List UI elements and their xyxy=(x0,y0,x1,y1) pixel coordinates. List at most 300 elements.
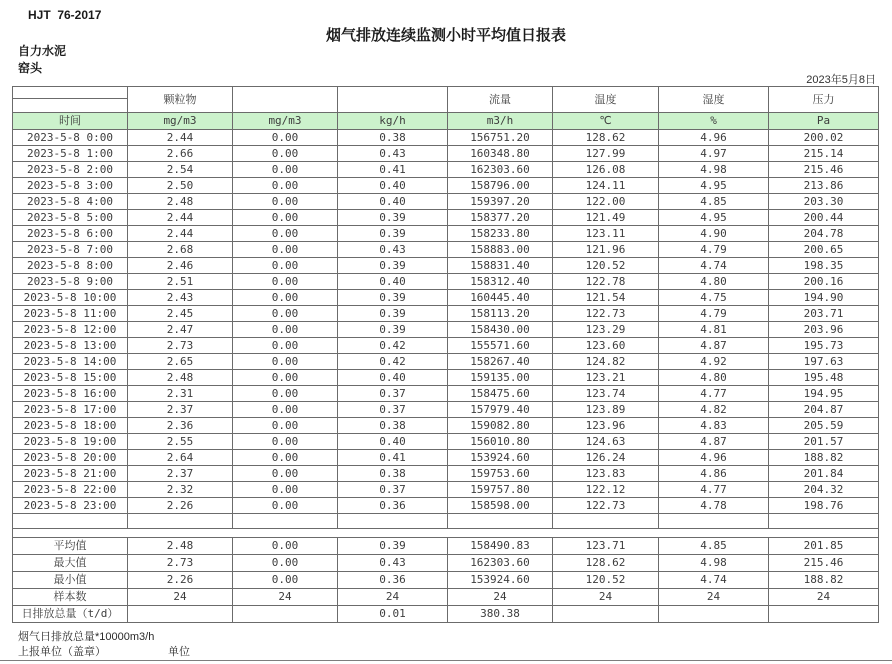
summary-row xyxy=(13,538,879,555)
time-cell: 2023-5-8 5:00 xyxy=(13,210,128,226)
value-cell: 0.00 xyxy=(233,386,338,402)
value-cell: 24 xyxy=(769,589,879,606)
value-cell: 158113.20 xyxy=(448,306,553,322)
value-cell: 123.74 xyxy=(553,386,659,402)
value-cell xyxy=(128,606,233,623)
value-cell: 2.37 xyxy=(128,402,233,418)
unit-cell-pa: Pa xyxy=(769,113,879,130)
value-cell: 122.12 xyxy=(553,482,659,498)
value-cell: 4.98 xyxy=(659,162,769,178)
value-cell: 0.39 xyxy=(338,322,448,338)
value-cell: 0.40 xyxy=(338,434,448,450)
value-cell: 0.42 xyxy=(338,354,448,370)
value-cell: 2.50 xyxy=(128,178,233,194)
group-header-flow: 流量 xyxy=(448,87,553,113)
value-cell: 0.40 xyxy=(338,178,448,194)
table-row xyxy=(13,466,879,482)
value-cell: 2.68 xyxy=(128,242,233,258)
monitor-point: 窑头 xyxy=(18,61,43,75)
value-cell: 2.48 xyxy=(128,194,233,210)
report-table xyxy=(12,86,879,623)
value-cell: 0.36 xyxy=(338,572,448,589)
value-cell: 153924.60 xyxy=(448,450,553,466)
time-cell: 2023-5-8 2:00 xyxy=(13,162,128,178)
value-cell: 0.36 xyxy=(338,498,448,514)
time-cell: 2023-5-8 16:00 xyxy=(13,386,128,402)
value-cell: 4.74 xyxy=(659,572,769,589)
value-cell: 157979.40 xyxy=(448,402,553,418)
value-cell: 0.00 xyxy=(233,538,338,555)
value-cell: 128.62 xyxy=(553,555,659,572)
time-cell: 2023-5-8 1:00 xyxy=(13,146,128,162)
value-cell: 0.37 xyxy=(338,402,448,418)
value-cell: 2.36 xyxy=(128,418,233,434)
value-cell: 201.84 xyxy=(769,466,879,482)
footer-line xyxy=(18,643,518,659)
value-cell: 215.46 xyxy=(769,162,879,178)
value-cell: 2.37 xyxy=(128,466,233,482)
company-name: 自力水泥 xyxy=(18,44,67,58)
report-unit-label: 上报单位（盖章） xyxy=(18,646,106,658)
value-cell: 4.85 xyxy=(659,538,769,555)
empty-cell xyxy=(553,514,659,529)
value-cell: 158312.40 xyxy=(448,274,553,290)
value-cell: 2.44 xyxy=(128,210,233,226)
table-row xyxy=(13,418,879,434)
value-cell: 123.11 xyxy=(553,226,659,242)
time-cell: 2023-5-8 15:00 xyxy=(13,370,128,386)
value-cell: 123.71 xyxy=(553,538,659,555)
table-row xyxy=(13,178,879,194)
time-header-bottom-cell xyxy=(13,99,127,111)
summary-rows xyxy=(13,538,879,623)
value-cell: 4.92 xyxy=(659,354,769,370)
value-cell: 159082.80 xyxy=(448,418,553,434)
table-row xyxy=(13,242,879,258)
time-cell: 2023-5-8 0:00 xyxy=(13,130,128,146)
time-cell: 2023-5-8 14:00 xyxy=(13,354,128,370)
value-cell: 123.29 xyxy=(553,322,659,338)
group-header-row xyxy=(13,87,879,113)
value-cell: 4.95 xyxy=(659,210,769,226)
value-cell xyxy=(659,606,769,623)
empty-cell xyxy=(769,514,879,529)
value-cell: 4.74 xyxy=(659,258,769,274)
value-cell: 2.44 xyxy=(128,130,233,146)
unit-cell-percent: % xyxy=(659,113,769,130)
value-cell: 123.96 xyxy=(553,418,659,434)
value-cell: 4.98 xyxy=(659,555,769,572)
value-cell: 2.32 xyxy=(128,482,233,498)
value-cell: 159753.60 xyxy=(448,466,553,482)
value-cell: 0.00 xyxy=(233,290,338,306)
time-cell: 2023-5-8 20:00 xyxy=(13,450,128,466)
value-cell: 4.81 xyxy=(659,322,769,338)
value-cell: 0.00 xyxy=(233,370,338,386)
value-cell: 0.00 xyxy=(233,130,338,146)
time-cell: 2023-5-8 4:00 xyxy=(13,194,128,210)
value-cell: 4.80 xyxy=(659,274,769,290)
value-cell: 200.65 xyxy=(769,242,879,258)
value-cell: 158831.40 xyxy=(448,258,553,274)
table-row xyxy=(13,322,879,338)
empty-cell xyxy=(233,514,338,529)
value-cell: 159757.80 xyxy=(448,482,553,498)
value-cell: 4.83 xyxy=(659,418,769,434)
value-cell: 24 xyxy=(128,589,233,606)
value-cell: 200.16 xyxy=(769,274,879,290)
value-cell: 194.95 xyxy=(769,386,879,402)
empty-row xyxy=(13,514,879,529)
value-cell: 2.66 xyxy=(128,146,233,162)
doc-code: HJT 76-2017 xyxy=(28,8,102,22)
table-row xyxy=(13,130,879,146)
value-cell: 160445.40 xyxy=(448,290,553,306)
table-row xyxy=(13,434,879,450)
value-cell: 0.00 xyxy=(233,322,338,338)
unit-label: 单位 xyxy=(168,646,190,658)
spacer-row xyxy=(13,529,879,538)
value-cell: 203.30 xyxy=(769,194,879,210)
value-cell: 2.44 xyxy=(128,226,233,242)
value-cell: 0.01 xyxy=(338,606,448,623)
time-cell: 2023-5-8 8:00 xyxy=(13,258,128,274)
table-row xyxy=(13,482,879,498)
value-cell: 0.00 xyxy=(233,434,338,450)
value-cell: 123.21 xyxy=(553,370,659,386)
table-row xyxy=(13,402,879,418)
value-cell: 195.48 xyxy=(769,370,879,386)
value-cell: 158475.60 xyxy=(448,386,553,402)
value-cell: 24 xyxy=(659,589,769,606)
summary-label-cell: 样本数 xyxy=(13,589,128,606)
time-cell: 2023-5-8 11:00 xyxy=(13,306,128,322)
value-cell: 121.49 xyxy=(553,210,659,226)
empty-cell xyxy=(659,514,769,529)
value-cell: 158796.00 xyxy=(448,178,553,194)
value-cell xyxy=(233,606,338,623)
empty-cell xyxy=(128,514,233,529)
value-cell: 4.96 xyxy=(659,130,769,146)
table-row xyxy=(13,274,879,290)
value-cell: 0.00 xyxy=(233,555,338,572)
value-cell: 24 xyxy=(553,589,659,606)
value-cell: 203.71 xyxy=(769,306,879,322)
time-cell: 2023-5-8 12:00 xyxy=(13,322,128,338)
time-column-header: 时间 xyxy=(13,113,128,130)
value-cell: 188.82 xyxy=(769,572,879,589)
value-cell: 4.96 xyxy=(659,450,769,466)
value-cell: 0.00 xyxy=(233,226,338,242)
value-cell: 204.87 xyxy=(769,402,879,418)
value-cell: 0.00 xyxy=(233,242,338,258)
value-cell: 0.00 xyxy=(233,450,338,466)
value-cell: 4.75 xyxy=(659,290,769,306)
value-cell: 198.76 xyxy=(769,498,879,514)
value-cell: 0.00 xyxy=(233,146,338,162)
value-cell: 123.60 xyxy=(553,338,659,354)
value-cell: 0.00 xyxy=(233,194,338,210)
table-row xyxy=(13,258,879,274)
table-row xyxy=(13,146,879,162)
value-cell: 158598.00 xyxy=(448,498,553,514)
value-cell: 0.38 xyxy=(338,418,448,434)
unit-cell-celsius: ℃ xyxy=(553,113,659,130)
value-cell: 2.65 xyxy=(128,354,233,370)
value-cell: 122.73 xyxy=(553,306,659,322)
value-cell: 0.39 xyxy=(338,226,448,242)
value-cell: 198.35 xyxy=(769,258,879,274)
unit-cell-m3h: m3/h xyxy=(448,113,553,130)
value-cell: 122.78 xyxy=(553,274,659,290)
value-cell: 158430.00 xyxy=(448,322,553,338)
value-cell: 0.00 xyxy=(233,402,338,418)
value-cell: 128.62 xyxy=(553,130,659,146)
value-cell: 124.82 xyxy=(553,354,659,370)
value-cell: 0.00 xyxy=(233,274,338,290)
summary-row xyxy=(13,606,879,623)
value-cell: 120.52 xyxy=(553,572,659,589)
time-cell: 2023-5-8 7:00 xyxy=(13,242,128,258)
value-cell: 158233.80 xyxy=(448,226,553,242)
value-cell: 155571.60 xyxy=(448,338,553,354)
value-cell: 4.77 xyxy=(659,482,769,498)
value-cell: 121.54 xyxy=(553,290,659,306)
unit-cell-kgh: kg/h xyxy=(338,113,448,130)
empty-cell xyxy=(448,514,553,529)
value-cell: 2.46 xyxy=(128,258,233,274)
value-cell: 0.00 xyxy=(233,306,338,322)
value-cell: 203.96 xyxy=(769,322,879,338)
table-row xyxy=(13,354,879,370)
value-cell xyxy=(769,606,879,623)
value-cell: 2.64 xyxy=(128,450,233,466)
value-cell: 0.38 xyxy=(338,466,448,482)
group-header-particulate: 颗粒物 xyxy=(128,87,233,113)
value-cell: 213.86 xyxy=(769,178,879,194)
value-cell: 158267.40 xyxy=(448,354,553,370)
value-cell: 2.48 xyxy=(128,370,233,386)
value-cell: 0.39 xyxy=(338,538,448,555)
value-cell: 0.43 xyxy=(338,242,448,258)
value-cell: 0.00 xyxy=(233,498,338,514)
value-cell: 127.99 xyxy=(553,146,659,162)
table-row xyxy=(13,306,879,322)
value-cell: 158490.83 xyxy=(448,538,553,555)
value-cell: 122.00 xyxy=(553,194,659,210)
time-cell: 2023-5-8 23:00 xyxy=(13,498,128,514)
bottom-rule xyxy=(0,660,892,661)
value-cell: 0.00 xyxy=(233,210,338,226)
time-cell: 2023-5-8 22:00 xyxy=(13,482,128,498)
time-cell: 2023-5-8 10:00 xyxy=(13,290,128,306)
value-cell: 0.00 xyxy=(233,572,338,589)
value-cell: 0.41 xyxy=(338,450,448,466)
value-cell: 4.95 xyxy=(659,178,769,194)
summary-label-cell: 最小值 xyxy=(13,572,128,589)
value-cell: 200.44 xyxy=(769,210,879,226)
value-cell: 126.08 xyxy=(553,162,659,178)
time-cell: 2023-5-8 17:00 xyxy=(13,402,128,418)
table-header xyxy=(13,87,879,130)
value-cell: 197.63 xyxy=(769,354,879,370)
value-cell: 4.79 xyxy=(659,242,769,258)
group-header-pressure: 压力 xyxy=(769,87,879,113)
table-row xyxy=(13,162,879,178)
value-cell: 201.85 xyxy=(769,538,879,555)
value-cell: 4.90 xyxy=(659,226,769,242)
value-cell: 2.48 xyxy=(128,538,233,555)
value-cell: 2.51 xyxy=(128,274,233,290)
summary-row xyxy=(13,555,879,572)
value-cell: 2.73 xyxy=(128,555,233,572)
unit-cell-mgm3-2: mg/m3 xyxy=(233,113,338,130)
table-row xyxy=(13,498,879,514)
value-cell: 126.24 xyxy=(553,450,659,466)
value-cell: 158377.20 xyxy=(448,210,553,226)
value-cell: 0.39 xyxy=(338,258,448,274)
value-cell: 205.59 xyxy=(769,418,879,434)
group-header-temperature: 温度 xyxy=(553,87,659,113)
value-cell: 0.00 xyxy=(233,466,338,482)
spacer-cell xyxy=(13,529,879,538)
empty-cell xyxy=(338,514,448,529)
value-cell: 2.26 xyxy=(128,572,233,589)
value-cell: 0.40 xyxy=(338,274,448,290)
value-cell: 215.14 xyxy=(769,146,879,162)
value-cell: 4.87 xyxy=(659,338,769,354)
value-cell: 24 xyxy=(448,589,553,606)
value-cell: 123.83 xyxy=(553,466,659,482)
value-cell: 0.00 xyxy=(233,338,338,354)
table-row xyxy=(13,226,879,242)
table-row xyxy=(13,338,879,354)
value-cell: 156751.20 xyxy=(448,130,553,146)
table-row xyxy=(13,210,879,226)
value-cell: 2.43 xyxy=(128,290,233,306)
summary-row xyxy=(13,589,879,606)
unit-header-row xyxy=(13,113,879,130)
value-cell: 2.55 xyxy=(128,434,233,450)
value-cell: 2.73 xyxy=(128,338,233,354)
value-cell: 4.85 xyxy=(659,194,769,210)
value-cell: 215.46 xyxy=(769,555,879,572)
group-header-blank-1 xyxy=(233,87,338,113)
value-cell: 0.00 xyxy=(233,418,338,434)
group-header-blank-2 xyxy=(338,87,448,113)
value-cell: 124.63 xyxy=(553,434,659,450)
value-cell: 2.26 xyxy=(128,498,233,514)
data-rows xyxy=(13,130,879,514)
table-row xyxy=(13,450,879,466)
value-cell: 4.82 xyxy=(659,402,769,418)
value-cell: 153924.60 xyxy=(448,572,553,589)
value-cell: 159397.20 xyxy=(448,194,553,210)
value-cell: 4.80 xyxy=(659,370,769,386)
summary-label-cell: 日排放总量（t/d） xyxy=(13,606,128,623)
value-cell: 2.45 xyxy=(128,306,233,322)
time-cell: 2023-5-8 18:00 xyxy=(13,418,128,434)
time-cell: 2023-5-8 13:00 xyxy=(13,338,128,354)
gap-rows xyxy=(13,514,879,538)
report-title: 烟气排放连续监测小时平均值日报表 xyxy=(325,27,566,44)
value-cell: 0.00 xyxy=(233,178,338,194)
value-cell: 380.38 xyxy=(448,606,553,623)
value-cell: 200.02 xyxy=(769,130,879,146)
value-cell: 156010.80 xyxy=(448,434,553,450)
value-cell: 204.32 xyxy=(769,482,879,498)
value-cell: 0.37 xyxy=(338,482,448,498)
value-cell: 24 xyxy=(233,589,338,606)
value-cell: 159135.00 xyxy=(448,370,553,386)
value-cell: 123.89 xyxy=(553,402,659,418)
value-cell: 0.38 xyxy=(338,130,448,146)
value-cell: 160348.80 xyxy=(448,146,553,162)
value-cell: 2.31 xyxy=(128,386,233,402)
value-cell: 24 xyxy=(338,589,448,606)
time-cell: 2023-5-8 3:00 xyxy=(13,178,128,194)
value-cell: 4.78 xyxy=(659,498,769,514)
value-cell: 0.42 xyxy=(338,338,448,354)
time-cell: 2023-5-8 6:00 xyxy=(13,226,128,242)
value-cell: 4.97 xyxy=(659,146,769,162)
value-cell: 122.73 xyxy=(553,498,659,514)
value-cell: 4.79 xyxy=(659,306,769,322)
value-cell: 0.00 xyxy=(233,482,338,498)
summary-row xyxy=(13,572,879,589)
value-cell: 0.37 xyxy=(338,386,448,402)
total-emission-note: 烟气日排放总量*10000m3/h xyxy=(18,631,155,643)
value-cell: 2.47 xyxy=(128,322,233,338)
time-header-split-cell xyxy=(13,87,128,113)
value-cell: 4.86 xyxy=(659,466,769,482)
value-cell: 0.39 xyxy=(338,210,448,226)
value-cell: 0.43 xyxy=(338,555,448,572)
value-cell: 0.43 xyxy=(338,146,448,162)
value-cell: 158883.00 xyxy=(448,242,553,258)
value-cell: 121.96 xyxy=(553,242,659,258)
value-cell: 0.39 xyxy=(338,306,448,322)
value-cell: 4.77 xyxy=(659,386,769,402)
empty-cell xyxy=(13,514,128,529)
value-cell: 120.52 xyxy=(553,258,659,274)
table-row xyxy=(13,386,879,402)
value-cell: 188.82 xyxy=(769,450,879,466)
table-row xyxy=(13,290,879,306)
value-cell: 0.00 xyxy=(233,162,338,178)
value-cell: 162303.60 xyxy=(448,555,553,572)
value-cell: 195.73 xyxy=(769,338,879,354)
value-cell: 0.00 xyxy=(233,258,338,274)
value-cell: 162303.60 xyxy=(448,162,553,178)
value-cell: 201.57 xyxy=(769,434,879,450)
summary-label-cell: 平均值 xyxy=(13,538,128,555)
value-cell xyxy=(553,606,659,623)
value-cell: 0.40 xyxy=(338,370,448,386)
time-cell: 2023-5-8 9:00 xyxy=(13,274,128,290)
value-cell: 0.00 xyxy=(233,354,338,370)
value-cell: 0.40 xyxy=(338,194,448,210)
value-cell: 124.11 xyxy=(553,178,659,194)
unit-cell-mgm3-1: mg/m3 xyxy=(128,113,233,130)
time-header-top-cell xyxy=(13,87,127,99)
value-cell: 4.87 xyxy=(659,434,769,450)
group-header-humidity: 湿度 xyxy=(659,87,769,113)
table-row xyxy=(13,370,879,386)
summary-label-cell: 最大值 xyxy=(13,555,128,572)
value-cell: 0.39 xyxy=(338,290,448,306)
value-cell: 2.54 xyxy=(128,162,233,178)
